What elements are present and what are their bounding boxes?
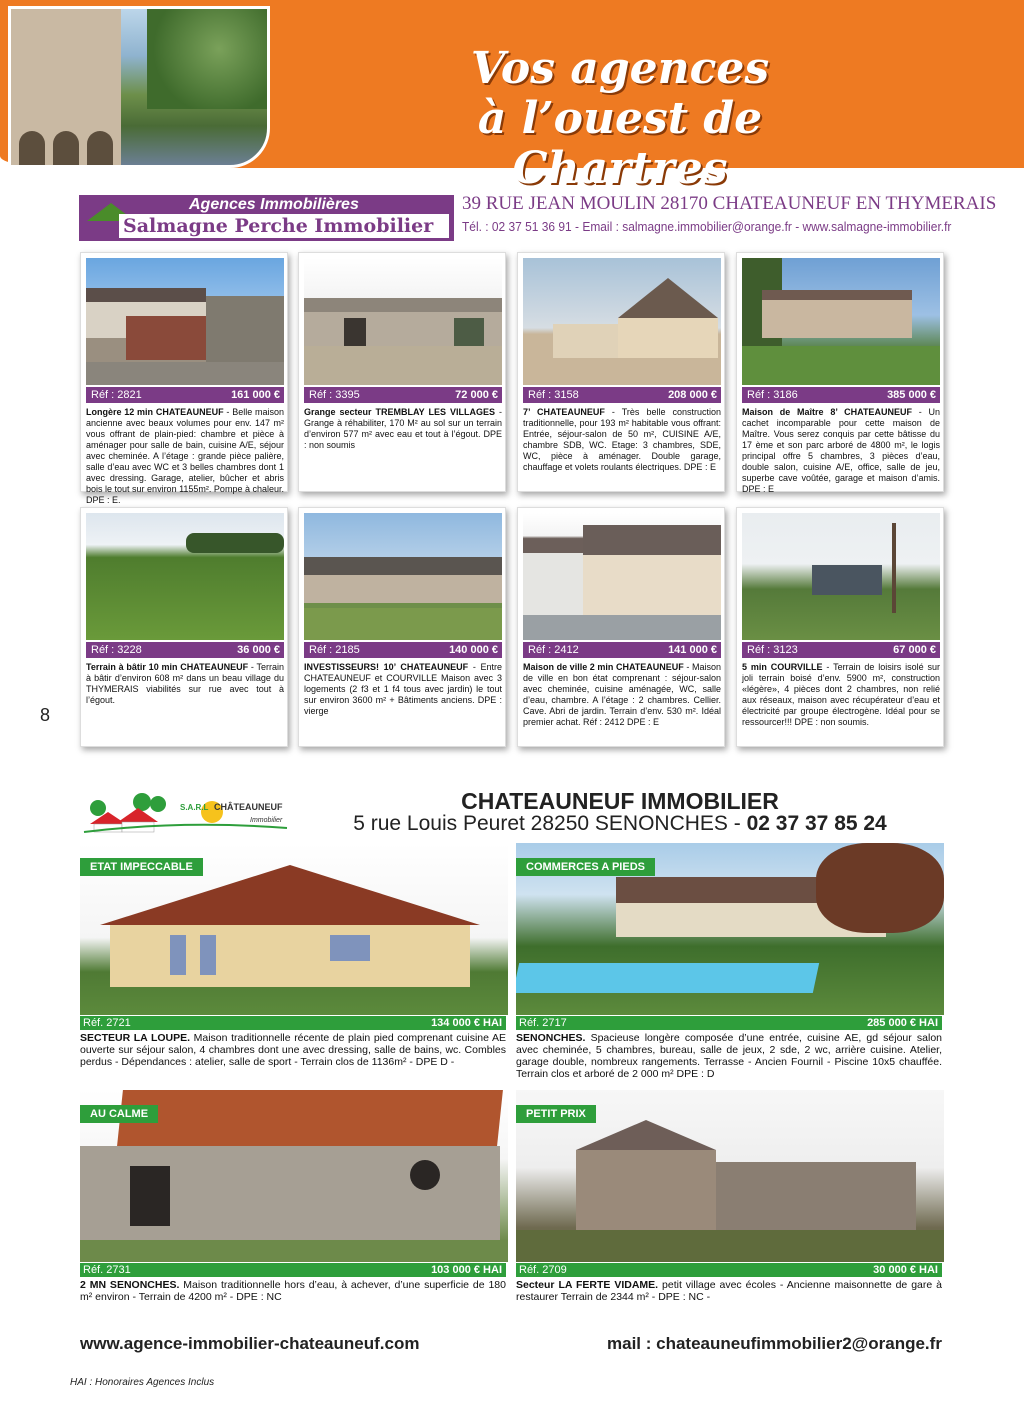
svg-text:Immobilier: Immobilier [250, 817, 283, 824]
salmagne-logo: Agences Immobilières Salmagne Perche Immobilier [79, 195, 454, 241]
listing-photo [742, 513, 940, 640]
status-badge: AU CALME [80, 1105, 158, 1123]
agency-email-link[interactable]: mail : chateauneufimmobilier2@orange.fr [607, 1334, 942, 1353]
listing-card[interactable]: COMMERCES A PIEDS Réf. 2717 285 000 € HAI SENONCHES. Spacieuse longère composée d’une entrée, cuisine AE, gd séjour salon avec cheminée, 5 chambres, bureau, salle de jeux, 2 sde, 2 wc, arrière cuisine. Atelier, garage double, nombreux rangements. Terrasse - Ancien Fournil - Piscine 10x5 chauffée. Terrain clos et arboré de 2 000 m² DPE : D [516, 843, 944, 1083]
listing-photo [86, 513, 284, 640]
agency1-address: 39 RUE JEAN MOULIN 28170 CHATEAUNEUF EN THYMERAIS [462, 193, 997, 214]
houses-trees-logo-icon [82, 790, 292, 836]
page-number: 8 [40, 705, 51, 725]
status-badge: COMMERCES A PIEDS [516, 858, 655, 876]
listing-card[interactable]: AU CALME Réf. 2731 103 000 € HAI 2 MN SENONCHES. Maison traditionnelle hors d’eau, à achever, d’une superficie de 180 m² environ - Terrain de 4200 m² - DPE : NC [80, 1090, 508, 1330]
page-header [0, 0, 1024, 194]
listing-card[interactable]: Réf : 3395 72 000 € Grange secteur TREMBLAY LES VILLAGES - Grange à réhabiliter, 170 M² au sol sur un terrain d’environ 577 m² avec eau et tout à l’égout. DPE : non soumis [298, 252, 506, 492]
svg-text:CHÂTEAUNEUF: CHÂTEAUNEUF [214, 802, 283, 812]
listing-photo [742, 258, 940, 385]
header-photo-river-town [8, 6, 270, 168]
listing-photo [523, 513, 721, 640]
page-title: Vos agences à l’ouest de Chartres [470, 43, 770, 194]
agency2-name: CHATEAUNEUF IMMOBILIER [461, 788, 779, 814]
listing-card[interactable]: Réf : 2821 161 000 € Longère 12 min CHATEAUNEUF - Belle maison ancienne avec beaux volumes pour env. 147 m² vous offrant de plain-pied: chambre et pièce à aménager pour salle de bain, cuisine A/E, séjour avec cheminée. A l’étage : grande pièce palière, salle d’eau avec WC et 3 belles chambres dont 1 avec dressing. Garage, atelier, bûcher et abris bois le tout sur environ 1155m². Pompe à chaleur. DPE : E. [80, 252, 288, 492]
listing-photo [304, 258, 502, 385]
listing-card[interactable]: Réf : 3228 36 000 € Terrain à bâtir 10 min CHATEAUNEUF - Terrain à bâtir d’environ 608 m² dans un beau village du THYMERAIS viabilités sur rue avec tout à l’égout. [80, 507, 288, 747]
listing-photo [523, 258, 721, 385]
agency1-contact: Tél. : 02 37 51 36 91 - Email : salmagne.immobilier@orange.fr - www.salmagne-immobilier.fr [462, 219, 952, 234]
photo-tree [147, 9, 267, 109]
svg-text:S.A.R.L: S.A.R.L [180, 803, 209, 812]
chateauneuf-immobilier-logo [82, 790, 292, 836]
listing-card[interactable]: Réf : 3123 67 000 € 5 min COURVILLE - Terrain de loisirs isolé sur joli terrain boisé d’env. 5900 m², construction «légère», 4 pièces dont 2 chambres, non relié aux réseaux, maison avec récupérateur d’eau et électricité par groupe électrogène. Idéal pour se ressourcer!!! DPE : non soumis. [736, 507, 944, 747]
listing-photo [86, 258, 284, 385]
agency2-address: 5 rue Louis Peuret 28250 SENONCHES - 02 37 37 85 24 [353, 812, 887, 835]
listing-card[interactable]: Réf : 2412 141 000 € Maison de ville 2 min CHATEAUNEUF - Maison de ville en bon état comprenant : séjour-salon avec cheminée, cuisine aménagée, WC, salle d’eau, chambre. A l’étage : 2 chambres. Cellier. Cave. Abri de jardin. Terrain d’env. 530 m². Idéal premier achat. Réf : 2412 DPE : E [517, 507, 725, 747]
footnote: HAI : Honoraires Agences Inclus [70, 1377, 215, 1388]
listing-card[interactable]: Réf : 2185 140 000 € INVESTISSEURS! 10’ CHATEAUNEUF - Entre CHATEAUNEUF et COURVILLE Maison avec 3 logements (2 f3 et 1 f4 tous avec jardin) le tout sur environ 3600 m² + Bâtiments anciens. DPE : vierge [298, 507, 506, 747]
listing-photo [304, 513, 502, 640]
status-badge: PETIT PRIX [516, 1105, 596, 1123]
listing-card[interactable]: ETAT IMPECCABLE Réf. 2721 134 000 € HAI SECTEUR LA LOUPE. Maison traditionnelle récente de plain pied comprenant cuisine AE ouverte sur séjour salon, 4 chambres dont une avec dressing, salle de bains, wc. Combles perdus - Dépendances : atelier, salle de sport - Terrain clos de 1136m² - DPE D - [80, 843, 508, 1083]
agency-website-link[interactable]: www.agence-immobilier-chateauneuf.com [80, 1334, 420, 1353]
listing-card[interactable]: PETIT PRIX Réf. 2709 30 000 € HAI Secteur LA FERTE VIDAME. petit village avec écoles - Ancienne maisonnette de gare à restaurer Terrain de 2344 m² - DPE : NC - [516, 1090, 944, 1330]
listing-card[interactable]: Réf : 3186 385 000 € Maison de Maître 8’ CHATEAUNEUF - Un cachet incomparable pour cette maison de Maître. Vous serez conquis par cette bâtisse du 17 ème et son parc arboré de 4800 m², le logis principal offre 5 chambres, 3 pièces d’eau, double salon, cuisine A/E, office, salle de jeu, superbe cave voûtée, garage et maison d’amis. DPE : E [736, 252, 944, 492]
listing-card[interactable]: Réf : 3158 208 000 € 7’ CHATEAUNEUF - Très belle construction traditionnelle, pour 193 m² habitable vous offrant: Entrée, séjour-salon de 50 m², CUISINE A/E, chambre SDB, WC. Etage: 3 chambres, SDE, WC, pièce à aménager. Double garage, chauffage et volets roulants électriques. DPE : E [517, 252, 725, 492]
status-badge: ETAT IMPECCABLE [80, 858, 203, 876]
